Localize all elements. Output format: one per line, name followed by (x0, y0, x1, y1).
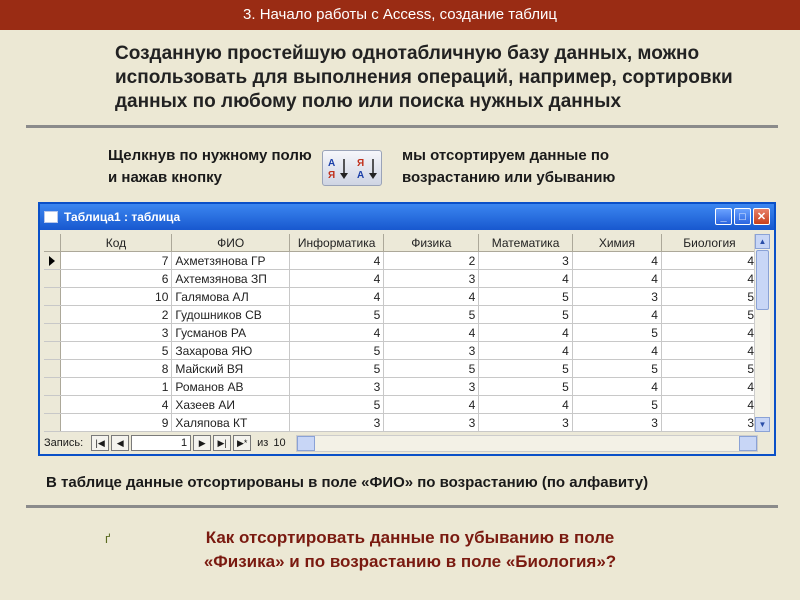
caption-text: В таблице данные отсортированы в поле «ФИО» по возрастанию (по алфавиту) (46, 474, 649, 491)
sort-descending-button[interactable] (354, 153, 380, 183)
question-text (130, 526, 690, 574)
row-selector[interactable] (44, 306, 60, 324)
table-cell[interactable]: 3 (384, 414, 479, 432)
table-cell[interactable]: Ахметзянова ГР (172, 252, 290, 270)
svg-text:А: А (327, 158, 335, 169)
row-selector[interactable] (44, 324, 60, 342)
question-line-2: «Физика» и по возрастанию в поле «Биология»? (203, 552, 617, 571)
table-cell[interactable]: 5 (60, 342, 172, 360)
table-cell[interactable]: 5 (290, 396, 384, 414)
scroll-right-button[interactable] (739, 436, 757, 451)
table-cell[interactable]: 5 (661, 288, 757, 306)
table-cell[interactable]: 4 (384, 324, 479, 342)
table-row[interactable] (44, 414, 758, 432)
table-body (44, 252, 758, 432)
table-cell[interactable]: 5 (572, 396, 661, 414)
table-cell[interactable]: 4 (661, 342, 757, 360)
table-cell[interactable]: 8 (60, 360, 172, 378)
window-titlebar[interactable] (40, 204, 774, 230)
sort-buttons (322, 150, 382, 186)
table-cell[interactable]: 3 (384, 270, 479, 288)
divider (26, 125, 778, 128)
table-cell[interactable]: 3 (479, 252, 573, 270)
new-record-button[interactable]: ▶* (233, 435, 251, 451)
table-row[interactable] (44, 252, 758, 270)
table-cell[interactable]: 3 (384, 378, 479, 396)
table-cell[interactable]: 5 (290, 306, 384, 324)
question-line-1: Как отсортировать данные по убыванию в поле (205, 528, 615, 547)
minimize-button[interactable]: _ (715, 208, 732, 225)
table-cell[interactable]: 4 (384, 288, 479, 306)
scroll-left-button[interactable] (297, 436, 315, 451)
sort-ascending-icon (326, 155, 350, 181)
table-cell[interactable]: 7 (60, 252, 172, 270)
table-cell[interactable]: 3 (384, 342, 479, 360)
of-label: из (257, 437, 269, 449)
table-cell[interactable]: 1 (60, 378, 172, 396)
current-record-icon (49, 256, 55, 266)
table-cell[interactable]: Ахтемзянова ЗП (172, 270, 290, 288)
last-record-button[interactable]: ▶| (213, 435, 231, 451)
table-row[interactable] (44, 270, 758, 288)
table-cell[interactable]: 3 (290, 414, 384, 432)
window-controls (715, 208, 770, 225)
column-header-fizika[interactable]: Физика (384, 234, 479, 252)
table-row[interactable] (44, 306, 758, 324)
table-cell[interactable]: 9 (60, 414, 172, 432)
record-total: 10 (273, 437, 286, 449)
table-cell[interactable]: 4 (661, 324, 757, 342)
column-header-matematika[interactable]: Математика (479, 234, 573, 252)
table-cell[interactable]: 4 (479, 342, 573, 360)
table-cell[interactable]: 4 (290, 252, 384, 270)
table-cell[interactable]: 4 (661, 252, 757, 270)
table-cell[interactable]: 10 (60, 288, 172, 306)
table-cell[interactable]: 5 (479, 306, 573, 324)
table-cell[interactable]: 3 (290, 378, 384, 396)
svg-text:А: А (356, 170, 364, 181)
column-header-himiya[interactable]: Химия (572, 234, 661, 252)
table-cell[interactable]: 5 (572, 360, 661, 378)
table-cell[interactable]: 4 (479, 324, 573, 342)
sort-ascending-button[interactable] (325, 153, 351, 183)
table-cell[interactable]: 5 (290, 360, 384, 378)
table-cell[interactable]: 2 (384, 252, 479, 270)
table-cell[interactable]: 4 (572, 306, 661, 324)
table-cell[interactable]: 6 (60, 270, 172, 288)
table-cell[interactable]: 4 (661, 378, 757, 396)
hint-left: Щелкнув по нужному полю и нажав кнопку (108, 147, 312, 186)
table-row[interactable] (44, 360, 758, 378)
svg-text:Я: Я (327, 170, 335, 181)
table-cell[interactable]: 5 (479, 288, 573, 306)
table-row[interactable] (44, 396, 758, 414)
row-selector[interactable] (44, 270, 60, 288)
record-number-field[interactable]: 1 (131, 435, 191, 451)
table-cell[interactable]: 4 (661, 396, 757, 414)
column-header-fio[interactable]: ФИО (172, 234, 290, 252)
next-record-button[interactable]: ▶ (193, 435, 211, 451)
row-selector[interactable] (44, 252, 60, 270)
scroll-up-button[interactable]: ▲ (755, 234, 770, 249)
close-button[interactable]: ✕ (753, 208, 770, 225)
prev-record-button[interactable]: ◀ (111, 435, 129, 451)
table-cell[interactable]: 4 (661, 270, 757, 288)
table-icon (44, 211, 58, 223)
data-table (44, 234, 758, 432)
table-window (38, 202, 776, 456)
divider (26, 505, 778, 508)
record-label: Запись: (44, 437, 84, 449)
table-cell[interactable]: Романов АВ (172, 378, 290, 396)
intro-text: Созданную простейшую однотабличную базу данных, можно использовать для выполнения операций, например, сортировки данных по любому полю или поиска нужных данных (115, 43, 733, 112)
table-row[interactable] (44, 324, 758, 342)
slide-header (0, 0, 800, 30)
row-selector[interactable] (44, 396, 60, 414)
table-cell[interactable]: 3 (661, 414, 757, 432)
table-cell[interactable]: 4 (60, 396, 172, 414)
first-record-button[interactable]: |◀ (91, 435, 109, 451)
slide-title: 3. Начало работы с Access, создание таблиц (243, 6, 557, 23)
table-cell[interactable]: 3 (60, 324, 172, 342)
record-navigator (44, 434, 758, 452)
table-cell[interactable]: 3 (572, 414, 661, 432)
table-cell[interactable]: 5 (479, 360, 573, 378)
table-cell[interactable]: 4 (290, 324, 384, 342)
column-header-biologiya[interactable]: Биология (661, 234, 757, 252)
row-selector[interactable] (44, 342, 60, 360)
table-cell[interactable]: 5 (290, 342, 384, 360)
row-selector[interactable] (44, 378, 60, 396)
horizontal-scrollbar[interactable] (296, 435, 758, 452)
table-cell[interactable]: 4 (290, 288, 384, 306)
table-cell[interactable]: 3 (572, 288, 661, 306)
maximize-button[interactable]: □ (734, 208, 751, 225)
sort-descending-icon (355, 155, 379, 181)
table-cell[interactable]: Галямова АЛ (172, 288, 290, 306)
table-cell[interactable]: Гудошников СВ (172, 306, 290, 324)
scroll-thumb[interactable] (756, 250, 769, 310)
table-cell[interactable]: 5 (384, 306, 479, 324)
table-cell[interactable]: 4 (572, 270, 661, 288)
hint-right: мы отсортируем данные по возрастанию или убыванию (402, 147, 616, 186)
row-selector[interactable] (44, 414, 60, 432)
table-cell[interactable]: 4 (384, 396, 479, 414)
svg-text:Я: Я (356, 158, 364, 169)
bullet-icon: ґ (105, 531, 111, 546)
table-cell[interactable]: 4 (572, 252, 661, 270)
table-cell[interactable]: 4 (572, 342, 661, 360)
table-cell[interactable]: Майский ВЯ (172, 360, 290, 378)
table-cell[interactable]: Хазеев АИ (172, 396, 290, 414)
table-row[interactable] (44, 378, 758, 396)
table-cell[interactable]: Халяпова КТ (172, 414, 290, 432)
table-cell[interactable]: 5 (661, 360, 757, 378)
row-selector[interactable] (44, 360, 60, 378)
header-row (44, 234, 758, 252)
table-cell[interactable]: 4 (479, 270, 573, 288)
table-cell[interactable]: 5 (384, 360, 479, 378)
row-selector[interactable] (44, 288, 60, 306)
table-cell[interactable]: 4 (290, 270, 384, 288)
table-cell[interactable]: 5 (479, 378, 573, 396)
table-cell[interactable]: 5 (572, 324, 661, 342)
table-cell[interactable]: 2 (60, 306, 172, 324)
table-cell[interactable]: 4 (572, 378, 661, 396)
scroll-down-button[interactable]: ▼ (755, 417, 770, 432)
table-cell[interactable]: 4 (479, 396, 573, 414)
vertical-scrollbar[interactable] (754, 234, 770, 432)
table-row[interactable] (44, 342, 758, 360)
select-all-corner[interactable] (44, 234, 60, 252)
table-cell[interactable]: Захарова ЯЮ (172, 342, 290, 360)
column-header-kod[interactable]: Код (60, 234, 172, 252)
table-cell[interactable]: 3 (479, 414, 573, 432)
table-row[interactable] (44, 288, 758, 306)
table-cell[interactable]: 5 (661, 306, 757, 324)
column-header-informatika[interactable]: Информатика (290, 234, 384, 252)
window-title: Таблица1 : таблица (64, 210, 181, 224)
datasheet-grid (44, 234, 758, 432)
table-cell[interactable]: Гусманов РА (172, 324, 290, 342)
